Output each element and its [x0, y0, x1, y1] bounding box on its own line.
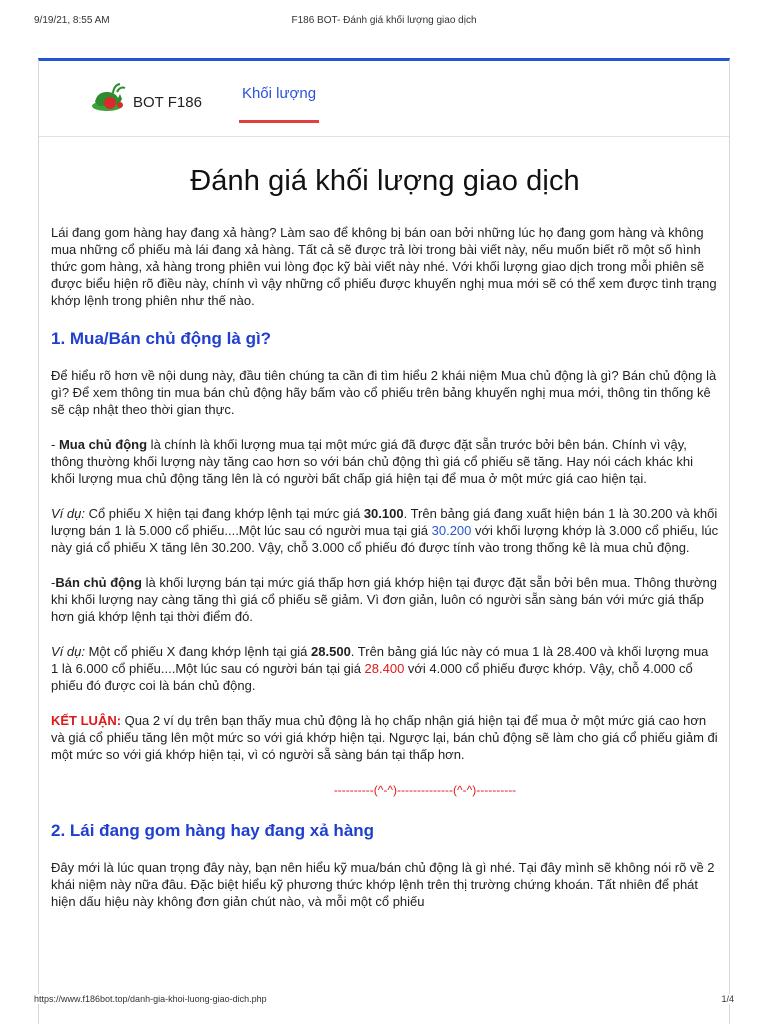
- sell-definition: [51, 574, 719, 625]
- bull-logo-icon: [87, 80, 129, 116]
- sell-prefix: -: [51, 575, 56, 590]
- conclusion-label: KẾT LUẬN:: [51, 713, 122, 728]
- example-1-part2: . Trên bảng giá đang xuất hiện bán 1 là 30.200 và khối lượng bán 1 là 5.000 cổ phiếu....Một lúc sau có người mua tại giá: [51, 506, 718, 538]
- section-1-intro: Để hiểu rõ hơn về nội dung này, đầu tiên chúng ta cần đi tìm hiểu 2 khái niệm Mua chủ động là gì? Bán chủ động là gì? Để xem thông tin mua bán chủ động hãy bấm vào cổ phiếu trên bảng khuyến nghị mua mới, thông tin thống kê sẽ cập nhật theo thời gian thực.: [51, 368, 717, 417]
- active-tab-underline: [239, 120, 319, 123]
- section-1-heading: 1. Mua/Bán chủ động là gì?: [51, 329, 272, 348]
- logo[interactable]: [87, 80, 202, 116]
- example-1-price: 30.100: [363, 506, 404, 521]
- page-title: Đánh giá khối lượng giao dịch: [190, 165, 580, 197]
- example-2-label: Ví dụ:: [51, 644, 85, 659]
- example-1-part1: Cổ phiếu X hiện tại đang khớp lệnh tại mức giá: [84, 506, 364, 521]
- print-date: 9/19/21, 8:55 AM: [34, 15, 110, 26]
- example-2-highlight-price: 28.400: [364, 661, 405, 676]
- tab-khoi-luong[interactable]: [239, 61, 319, 136]
- page-card: [38, 58, 730, 1024]
- example-1: [51, 505, 719, 556]
- buy-text: là chính là khối lượng mua tại một mức giá đã được đặt sẵn trước bởi bên bán. Chính vì vậy, thông thường khối lượng này tăng cao hơn so với bán chủ động thì giá cổ phiếu sẽ tăng. Hay nói cách khác khi khối lượng mua chủ động tăng lên là có người bất chấp giá hiện tại để mua ở một mức giá cao hiện tại.: [51, 437, 693, 486]
- tab-label: Khối lượng: [241, 85, 317, 102]
- print-url: https://www.f186bot.top/danh-gia-khoi-luong-giao-dich.php: [34, 994, 271, 1004]
- article-content: [39, 165, 729, 910]
- example-2-price: 28.500: [311, 644, 351, 659]
- example-2-part3: với 4.000 cổ phiếu được khớp. Vậy, chỗ 4.000 cổ phiếu đó được coi là bán chủ động.: [51, 661, 693, 693]
- sell-text: là khối lượng bán tại mức giá thấp hơn giá khớp hiện tại được đặt sẵn bởi bên mua. Thông thường khi khối lượng nay càng tăng thì giá cổ phiếu sẽ giảm. Vì đơn giản, luôn có người sẵn sàng bán với mức giá thấp hơn giá khớp lệnh tại thời điểm đó.: [51, 575, 718, 624]
- sell-term: Bán chủ động: [55, 575, 143, 590]
- emoticon-divider: ----------(^-^)--------------(^-^)----------: [333, 783, 517, 797]
- example-2-part1: Một cổ phiếu X đang khớp lệnh tại giá: [84, 644, 312, 659]
- section-2-heading: 2. Lái đang gom hàng hay đang xả hàng: [51, 821, 375, 840]
- buy-term: Mua chủ động: [58, 437, 148, 452]
- logo-text: BOT F186: [133, 93, 202, 111]
- section-2-text: Đây mới là lúc quan trọng đây này, bạn nên hiểu kỹ mua/bán chủ động là gì nhé. Tại đây mình sẽ không nói rõ về 2 khái niệm này nữa đâu. Đặc biệt hiểu kỹ phương thức khớp lệnh trên thị trường chứng khoán. Tất nhiên để phát hiện dấu hiệu này không đơn giản chút nào, và mỗi một cổ phiếu: [51, 860, 715, 909]
- print-footer: [0, 990, 768, 1024]
- print-title: F186 BOT- Đánh giá khối lượng giao dịch: [291, 15, 477, 26]
- intro-paragraph: Lái đang gom hàng hay đang xả hàng? Làm sao để không bị bán oan bởi những lúc họ đang gom hàng và không mua những cổ phiếu mà lái đang xả hàng. Tất cả sẽ được trả lời trong bài viết này, nếu muốn biết rõ một số hình thức gom hàng, xả hàng trong phiên vui lòng đọc kỹ bài viết này nhé. Với khối lượng giao dịch trong mỗi phiên sẽ được biểu hiện rõ điều này, chính vì vậy những cổ phiếu được khuyến nghị mua mới sẽ có thể xem được tình trạng khớp lệnh trong phiên như thế nào.: [51, 225, 717, 308]
- print-header: [0, 0, 768, 40]
- example-2: [51, 643, 719, 694]
- conclusion-text: Qua 2 ví dụ trên bạn thấy mua chủ động là họ chấp nhận giá hiện tại để mua ở một mức giá cao hơn và giá cổ phiếu tăng lên một mức so với giá khớp hiện tại. Ngược lại, bán chủ động sẽ làm cho giá cổ phiếu giảm đi một mức so với giá khớp hiện tại, vì có người sẵ sàng bán tại thấp hơn.: [51, 713, 718, 762]
- example-1-part3: với khối lượng khớp là 3.000 cổ phiếu, lúc này giá cổ phiếu X tăng lên 30.200. Vậy, chỗ 3.000 cổ phiếu đó được tính vào trong thống kê là mua chủ động.: [51, 523, 719, 555]
- example-2-part2: . Trên bảng giá lúc này có mua 1 là 28.400 và khối lượng mua 1 là 6.000 cổ phiếu....Một lúc sau có người bán tại giá: [51, 644, 709, 676]
- page-number: 1/4: [721, 994, 734, 1004]
- site-nav: [39, 61, 729, 137]
- example-1-label: Ví dụ:: [51, 506, 85, 521]
- conclusion: [51, 712, 719, 763]
- buy-prefix: -: [51, 437, 59, 452]
- example-1-highlight-price: 30.200: [431, 523, 472, 538]
- buy-definition: [51, 436, 719, 487]
